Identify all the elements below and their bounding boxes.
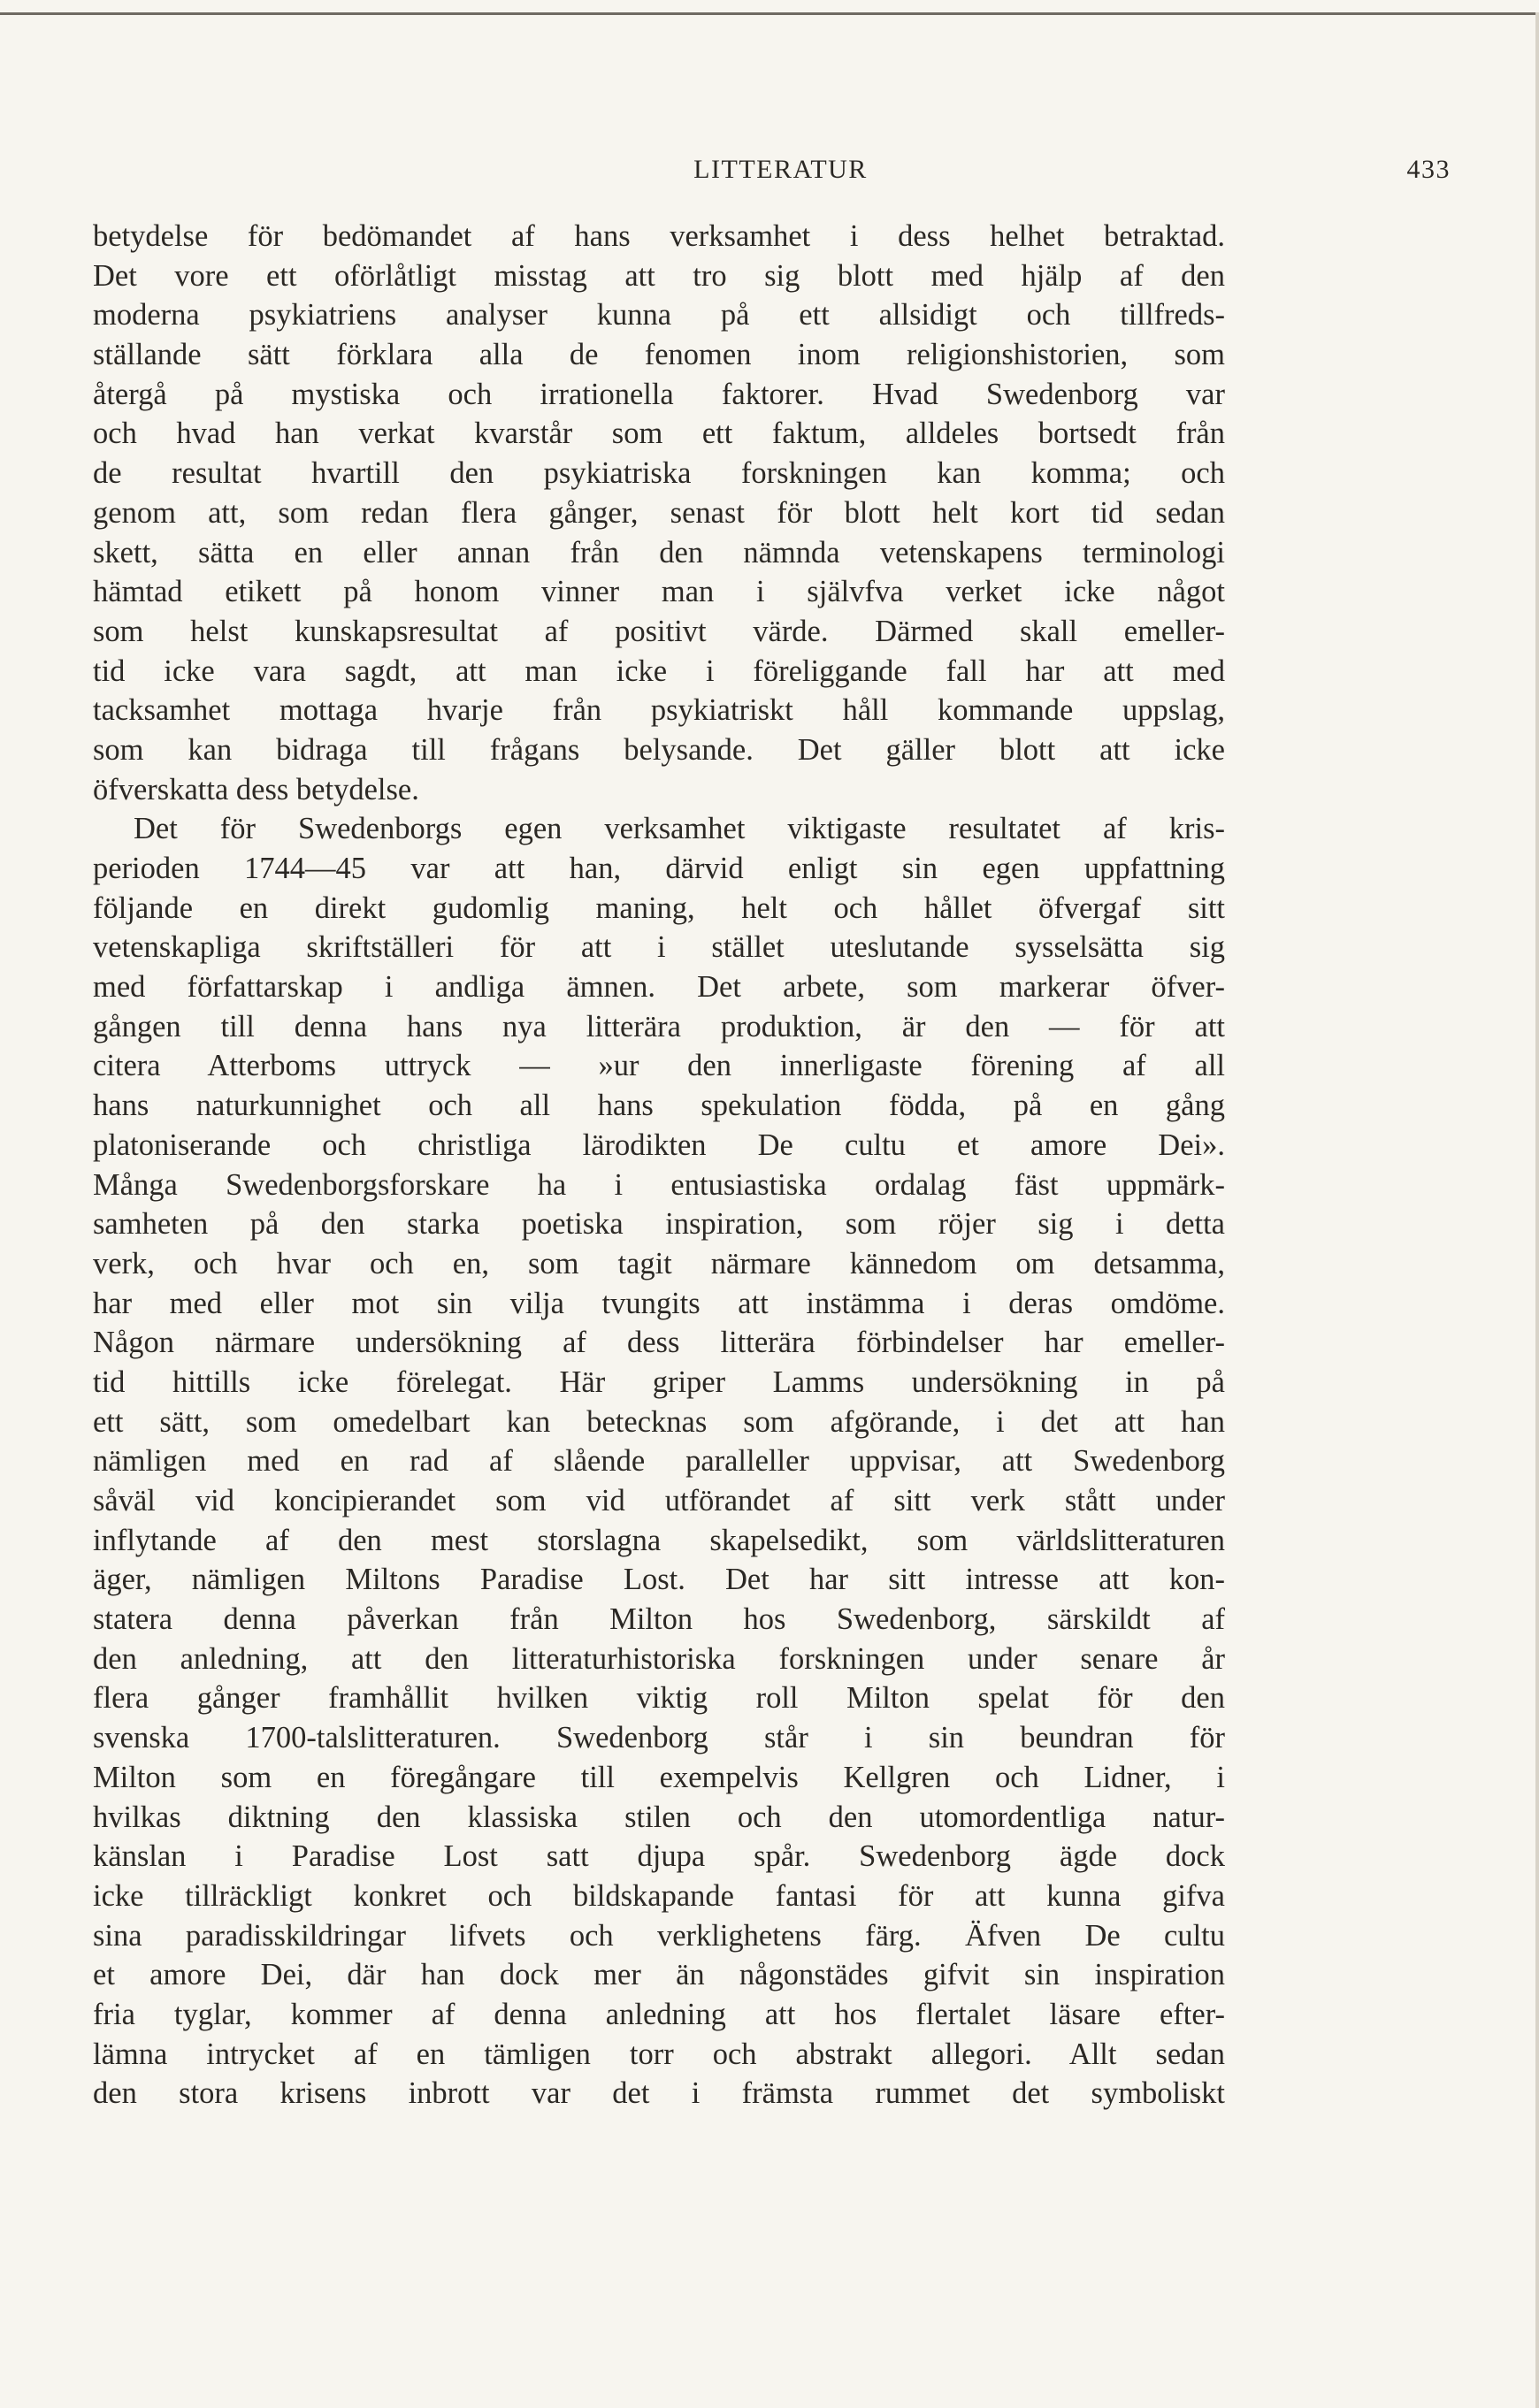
page-edge-shadow xyxy=(1535,12,1539,2408)
text-line: som kan bidraga till frågans belysande. Det gäller blott att icke xyxy=(93,732,1225,767)
text-line: moderna psykiatriens analyser kunna på ett allsidigt och tillfreds- xyxy=(93,298,1225,333)
text-line: flera gånger framhållit hvilken viktig roll Milton spelat för den xyxy=(93,1681,1225,1716)
text-line: hvilkas diktning den klassiska stilen och den utomordentliga natur- xyxy=(93,1800,1225,1834)
text-line: perioden 1744—45 var att han, därvid enligt sin egen uppfattning xyxy=(93,852,1225,885)
text-line: tacksamhet mottaga hvarje från psykiatriskt håll kommande uppslag, xyxy=(93,693,1225,728)
text-line: fria tyglar, kommer af denna anledning att hos flertalet läsare efter- xyxy=(93,1997,1225,2031)
text-line: svenska 1700-talslitteraturen. Swedenborg står i sin beundran för xyxy=(93,1721,1225,1755)
text-line: följande en direkt gudomlig maning, helt och hållet öfvergaf sitt xyxy=(93,891,1225,925)
text-line: samheten på den starka poetiska inspiration, som röjer sig i detta xyxy=(93,1207,1225,1242)
text-line: Det vore ett oförlåtligt misstag att tro sig blott med hjälp af den xyxy=(93,258,1225,293)
text-line: et amore Dei, där han dock mer än någonstädes gifvit sin inspiration xyxy=(93,1958,1225,1992)
text-line: Många Swedenborgsforskare ha i entusiastiska ordalag fäst uppmärk- xyxy=(93,1167,1225,1202)
text-line: hämtad etikett på honom vinner man i självfva verket icke något xyxy=(93,575,1225,609)
text-line: nämligen med en rad af slående paralleller uppvisar, att Swedenborg xyxy=(93,1444,1225,1479)
text-line: har med eller mot sin vilja tvungits att instämma i deras omdöme. xyxy=(93,1286,1225,1320)
text-line: såväl vid koncipierandet som vid utförandet af sitt verk stått under xyxy=(93,1484,1225,1517)
paragraph-end-line: öfverskatta dess betydelse. xyxy=(93,772,419,806)
text-line: hans naturkunnighet och all hans spekulation födda, på en gång xyxy=(93,1089,1225,1123)
text-line: den anledning, att den litteraturhistoriska forskningen under senare år xyxy=(93,1641,1225,1676)
body-text xyxy=(93,217,1225,2114)
text-line: återgå på mystiska och irrationella faktorer. Hvad Swedenborg var xyxy=(93,377,1225,411)
paragraph-start-line: Det för Swedenborgs egen verksamhet viktigaste resultatet af kris- xyxy=(134,812,1225,846)
text-line: vetenskapliga skriftställeri för att i stället uteslutande sysselsätta sig xyxy=(93,930,1225,965)
text-line: den stora krisens inbrott var det i främsta rummet det symboliskt xyxy=(93,2076,1225,2111)
text-line: skett, sätta en eller annan från den nämnda vetenskapens terminologi xyxy=(93,535,1225,570)
text-line: ställande sätt förklara alla de fenomen inom religionshistorien, som xyxy=(93,338,1225,372)
text-line: lämna intrycket af en tämligen torr och abstrakt allegori. Allt sedan xyxy=(93,2037,1225,2071)
text-line: känslan i Paradise Lost satt djupa spår. Swedenborg ägde dock xyxy=(93,1839,1225,1874)
page-number: 433 xyxy=(1406,155,1451,184)
text-line: de resultat hvartill den psykiatriska forskningen kan komma; och xyxy=(93,456,1225,491)
text-line: platoniserande och christliga lärodikten De cultu et amore Dei». xyxy=(93,1128,1225,1162)
text-line: med författarskap i andliga ämnen. Det arbete, som markerar öfver- xyxy=(93,970,1225,1005)
text-line: gången till denna hans nya litterära produktion, är den — för att xyxy=(93,1009,1225,1043)
text-line: inflytande af den mest storslagna skapelsedikt, som världslitteraturen xyxy=(93,1523,1225,1557)
text-line: Någon närmare undersökning af dess litterära förbindelser har emeller- xyxy=(93,1326,1225,1360)
running-head: LITTERATUR xyxy=(693,155,868,184)
text-line: betydelse för bedömandet af hans verksamhet i dess helhet betraktad. xyxy=(93,219,1225,253)
text-line: genom att, som redan flera gånger, senast för blott helt kort tid sedan xyxy=(93,495,1225,530)
text-line: tid hittills icke förelegat. Här griper Lamms undersökning in på xyxy=(93,1365,1225,1399)
text-line: som helst kunskapsresultat af positivt värde. Därmed skall emeller- xyxy=(93,614,1225,648)
text-line: statera denna påverkan från Milton hos Swedenborg, särskildt af xyxy=(93,1602,1225,1637)
text-line: sina paradisskildringar lifvets och verklighetens färg. Äfven De cultu xyxy=(93,1918,1225,1953)
text-line: och hvad han verkat kvarstår som ett faktum, alldeles bortsedt från xyxy=(93,417,1225,451)
page-top-rule xyxy=(0,12,1539,15)
text-line: citera Atterboms uttryck — »ur den innerligaste förening af all xyxy=(93,1049,1225,1083)
text-line: tid icke vara sagdt, att man icke i föreliggande fall har att med xyxy=(93,654,1225,688)
page-header xyxy=(93,155,1468,192)
text-line: ett sätt, som omedelbart kan betecknas som afgörande, i det att han xyxy=(93,1404,1225,1439)
text-line: Milton som en föregångare till exempelvis Kellgren och Lidner, i xyxy=(93,1760,1225,1794)
text-line: icke tillräckligt konkret och bildskapande fantasi för att kunna gifva xyxy=(93,1878,1225,1913)
text-line: verk, och hvar och en, som tagit närmare kännedom om detsamma, xyxy=(93,1246,1225,1280)
text-line: äger, nämligen Miltons Paradise Lost. Det har sitt intresse att kon- xyxy=(93,1563,1225,1597)
